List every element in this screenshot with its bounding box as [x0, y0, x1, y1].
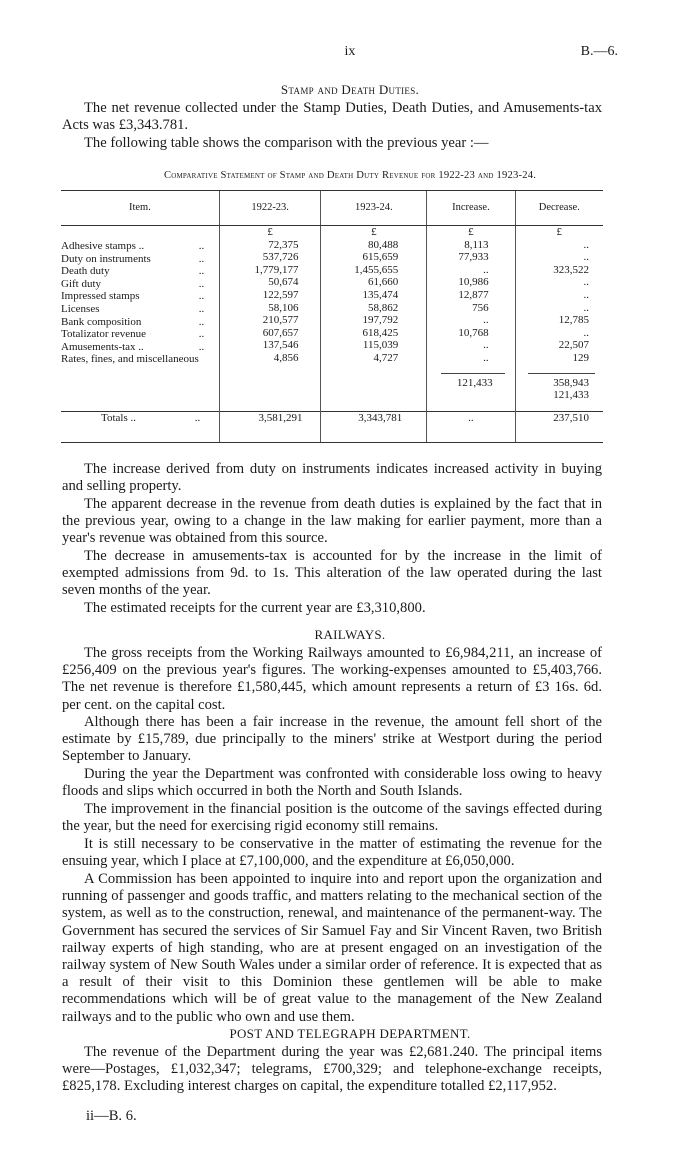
comparative-revenue-table	[61, 190, 603, 443]
table-row-label: Death duty ..	[61, 265, 205, 278]
total-increase: ..	[427, 411, 515, 442]
total-decrease: 237,510	[515, 411, 603, 442]
post-telegraph-heading: POST AND TELEGRAPH DEPARTMENT.	[229, 1026, 471, 1041]
stamp-paragraph-3: The decrease in amusements-tax is accounted for by the increase in the limit of exempted admissions from 9d. to 1s. This alteration of the law operated during the last seven months of the year.	[62, 548, 602, 599]
currency-symbol: £	[371, 226, 377, 238]
stamp-paragraph-4: The estimated receipts for the current year are £3,310,800.	[84, 600, 426, 616]
table-row-label: Duty on instruments ..	[61, 252, 205, 265]
values-1922-23: 72,375 537,726 1,779,177 50,674 122,597 58,106 210,577 607,657 137,546 4,856	[254, 238, 299, 364]
railways-paragraph-3: During the year the Department was confronted with considerable loss owing to heavy floods and slips which occurred in both the North and South Islands.	[62, 766, 602, 800]
column-decrease	[515, 226, 603, 412]
railways-heading: RAILWAYS.	[314, 627, 386, 642]
subtotal-decrease: 358,943 121,433	[528, 373, 595, 411]
post-paragraph-1: The revenue of the Department during the year was £2,681.240. The principal items were—Postages, £1,032,347; telegrams, £700,329; and telephone-exchange receipts, £825,178. Excluding interest charges on capital, the expenditure totalled £2,117,952.	[62, 1044, 602, 1095]
totals-label-cell: Totals .. ..	[61, 411, 219, 442]
table-body-row	[61, 226, 603, 412]
column-header-decrease: Decrease.	[515, 191, 603, 226]
stamp-duties-heading: Stamp and Death Duties.	[280, 82, 420, 97]
column-increase	[427, 226, 515, 412]
railways-paragraph-6: A Commission has been appointed to inquire into and report upon the organization and running of passenger and goods traffic, and matters relating to the mechanical section of the system, as well as to the construction, renewal, and maintenance of the permanent-way. The Government has secured the services of Sir Samuel Fay and Sir Vincent Raven, two British railway experts of high standing, who are at present engaged on an investigation of the railway system of New South Wales under a similar order of reference. It is expected that as a result of their visit to this Dominion these gentlemen will be able to make recommendations which will be of great value to the management of the New Zealand railways and to the public who own and use them.	[62, 871, 602, 1025]
stamp-paragraph-1: The increase derived from duty on instruments indicates increased activity in buying and selling property.	[62, 461, 602, 495]
table-row-label: Gift duty ..	[61, 277, 205, 290]
column-header-increase: Increase.	[427, 191, 515, 226]
values-decrease: .. .. 323,522 .. .. .. 12,785 .. 22,507 129	[553, 238, 589, 364]
currency-symbol: £	[267, 226, 273, 238]
column-1923-24	[321, 226, 427, 412]
railways-paragraph-4: The improvement in the financial position is the outcome of the savings effected during the year, but the need for exercising rigid economy still remains.	[62, 801, 602, 835]
railways-paragraph-2: Although there has been a fair increase in the revenue, the amount fell short of the estimate by £15,789, due principally to the miners' strike at Westport during the period September to January.	[62, 714, 602, 765]
totals-label: Totals ..	[101, 411, 136, 424]
railways-paragraph-1: The gross receipts from the Working Railways amounted to £6,984,211, an increase of £256,409 on the previous year's figures. The working-expenses amounted to £5,403,766. The net revenue is therefore £1,580,445, which amount represents a return of £3 16s. 6d. per cent. on the capital cost.	[62, 645, 602, 713]
stamp-intro-paragraph: The net revenue collected under the Stamp Duties, Death Duties, and Amusements-tax Acts was £3,343.781.	[62, 100, 602, 134]
total-1922-23: 3,581,291	[219, 411, 321, 442]
page-signature: ii—B. 6.	[86, 1108, 137, 1124]
table-row-label: Impressed stamps ..	[61, 290, 205, 303]
stamp-table-intro: The following table shows the comparison with the previous year :—	[84, 135, 489, 151]
values-1923-24: 80,488 615,659 1,455,655 61,660 135,474 58,862 197,792 618,425 115,039 4,727	[354, 238, 399, 364]
document-reference: B.—6.	[580, 44, 618, 59]
subtotal-increase: 121,433	[441, 373, 504, 411]
total-1923-24: 3,343,781	[321, 411, 427, 442]
column-header-1922-23: 1922-23.	[219, 191, 321, 226]
table-row-label: Totalizator revenue ..	[61, 328, 205, 341]
column-header-1923-24: 1923-24.	[321, 191, 427, 226]
table-row-label: Licenses ..	[61, 302, 205, 315]
totals-row	[61, 411, 603, 442]
stamp-paragraph-2: The apparent decrease in the revenue from death duties is explained by the fact that in the previous year, owing to a change in the law making for earlier payment, more than a year's revenue was obtained from this source.	[62, 496, 602, 547]
page-number: ix	[344, 44, 356, 59]
currency-symbol: £	[468, 226, 474, 238]
table-row-label: Bank composition ..	[61, 315, 205, 328]
values-increase: 8,113 77,933 .. 10,986 12,877 756 .. 10,768 .. ..	[458, 238, 489, 364]
table-caption: Comparative Statement of Stamp and Death Duty Revenue for 1922-23 and 1923-24.	[163, 170, 537, 181]
currency-symbol: £	[556, 226, 563, 238]
column-header-item: Item.	[61, 191, 219, 226]
railways-paragraph-5: It is still necessary to be conservative in the matter of estimating the revenue for the ensuing year, which I place at £7,100,000, and the expenditure at £6,050,000.	[62, 836, 602, 870]
item-labels	[61, 226, 219, 412]
table-row-label: Rates, fines, and miscellaneous	[61, 353, 199, 366]
table-row-label: Amusements-tax .. ..	[61, 340, 205, 353]
column-1922-23	[219, 226, 321, 412]
table-row-label: Adhesive stamps .. ..	[61, 240, 205, 252]
